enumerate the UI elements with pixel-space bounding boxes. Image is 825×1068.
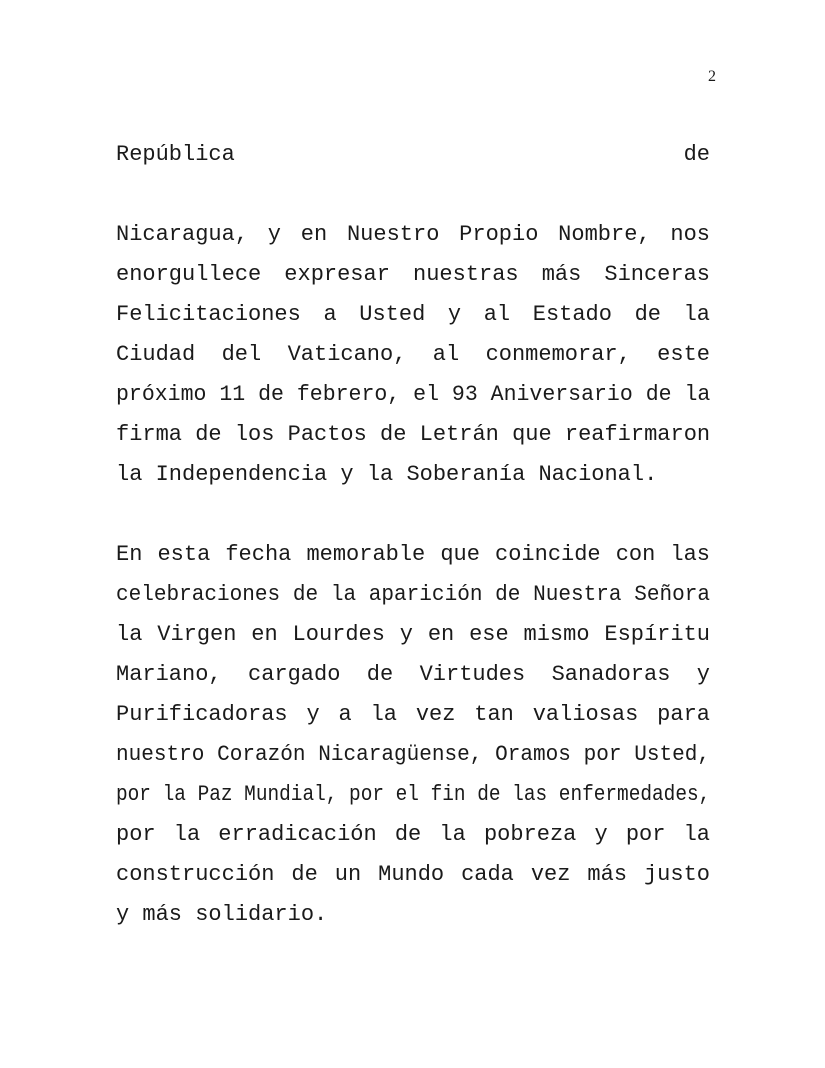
heading-line-text: República de bbox=[116, 142, 710, 167]
paragraph-2-line: nuestro Corazón Nicaragüense, Oramos por Usted, bbox=[116, 742, 710, 767]
paragraph-2-line: En esta fecha memorable que coincide con las bbox=[116, 542, 710, 567]
heading-line bbox=[116, 142, 710, 168]
paragraph-1-line: Felicitaciones a Usted y al Estado de la bbox=[116, 302, 710, 327]
paragraph-1-line: enorgullece expresar nuestras más Sinceras bbox=[116, 262, 710, 287]
paragraph-1-line: Nicaragua, y en Nuestro Propio Nombre, nos bbox=[116, 222, 710, 247]
paragraph-2-line: la Virgen en Lourdes y en ese mismo Espíritu bbox=[116, 622, 710, 647]
paragraph-1-line: la Independencia y la Soberanía Nacional. bbox=[116, 462, 658, 487]
paragraph-2-line: Mariano, cargado de Virtudes Sanadoras y bbox=[116, 662, 710, 687]
paragraph-2-line: Purificadoras y a la vez tan valiosas para bbox=[116, 702, 710, 727]
paragraph-2-line: celebraciones de la aparición de Nuestra Señora bbox=[116, 582, 710, 607]
paragraph-2-line: construcción de un Mundo cada vez más justo bbox=[116, 862, 710, 887]
paragraph-1-line: Ciudad del Vaticano, al conmemorar, este bbox=[116, 342, 710, 367]
paragraph-2-line: por la Paz Mundial, por el fin de las enfermedades, bbox=[116, 782, 711, 807]
paragraph-2-line: por la erradicación de la pobreza y por la bbox=[116, 822, 710, 847]
paragraph-1-line: firma de los Pactos de Letrán que reafirmaron bbox=[116, 422, 711, 447]
page-number: 2 bbox=[708, 68, 716, 85]
paragraph-2-line: y más solidario. bbox=[116, 902, 328, 927]
paragraph-1-line: próximo 11 de febrero, el 93 Aniversario de la bbox=[116, 382, 711, 407]
